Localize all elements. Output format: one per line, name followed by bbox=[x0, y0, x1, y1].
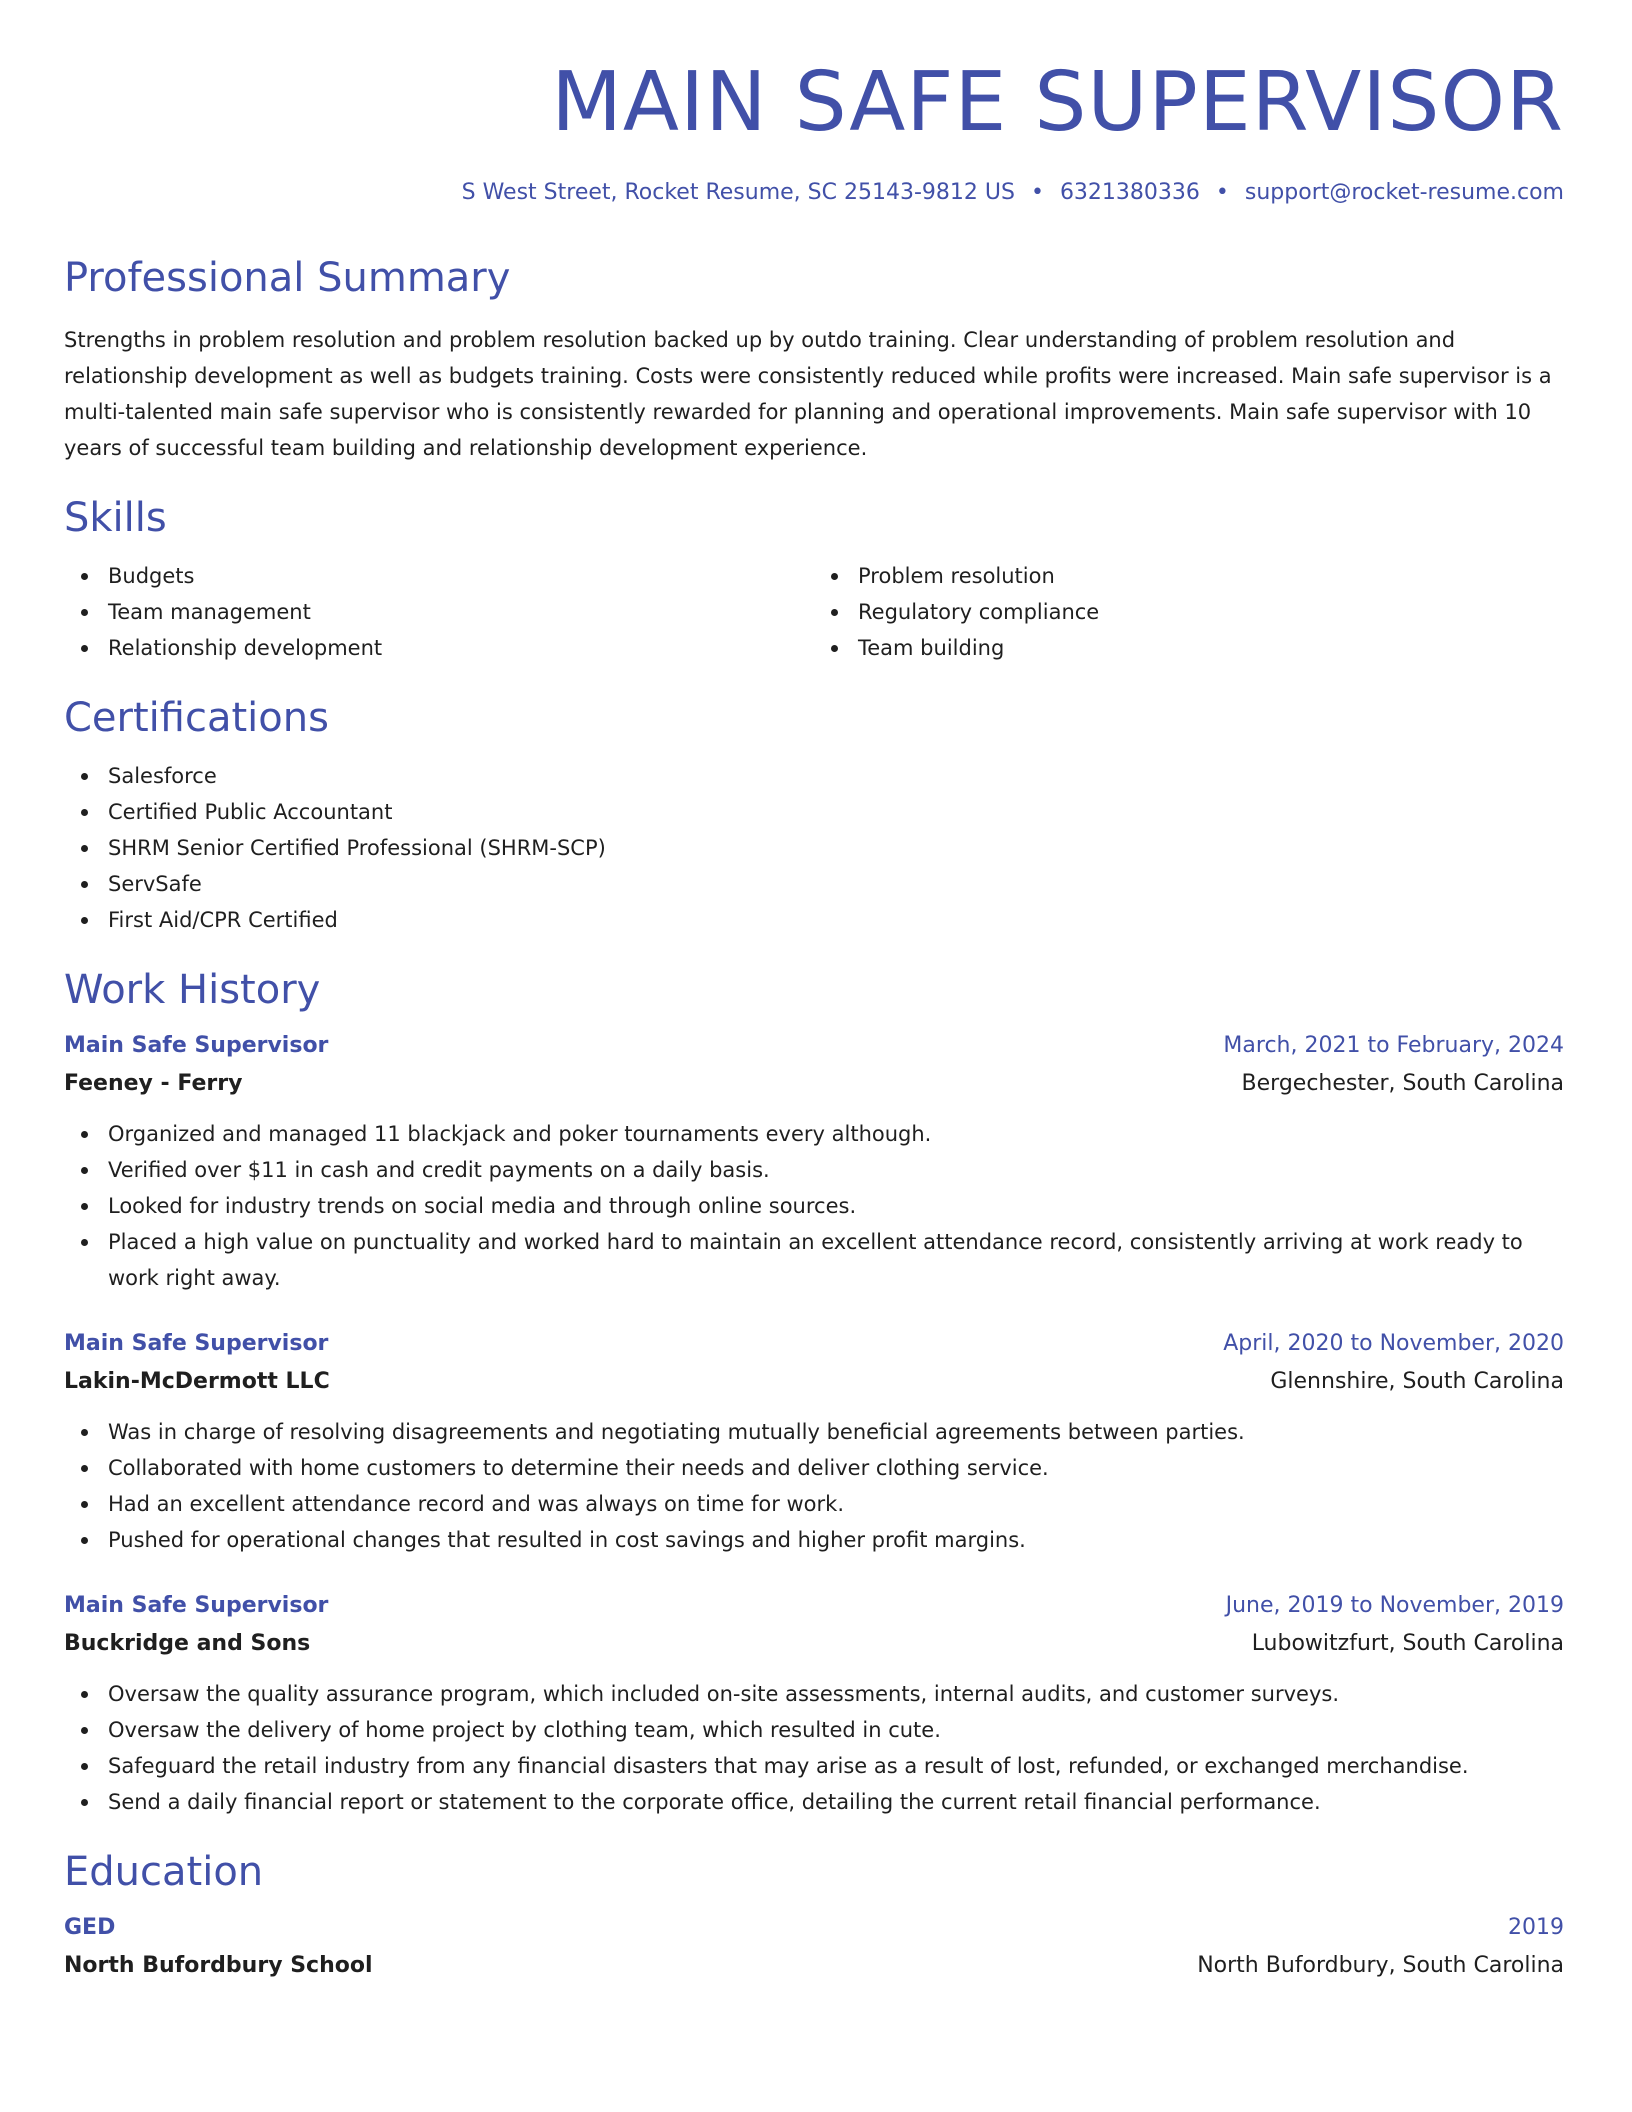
job-company-row bbox=[64, 1362, 1564, 1402]
job-bullet: Send a daily financial report or statement to the corporate office, detailing the current retail financial performance. bbox=[64, 1784, 1564, 1820]
job-title-row bbox=[64, 1028, 1564, 1064]
job-title: Main Safe Supervisor bbox=[64, 1331, 329, 1356]
summary-text: Strengths in problem resolution and problem resolution backed up by outdo training. Clear understanding of problem resolution and relationship development as well as budgets training. Costs were consistently reduced while profits were increased. Main safe supervisor is a multi-talented main safe supervisor who is consistently rewarded for planning and operational improvements. Main safe supervisor with 10 years of successful team building and relationship development experience. bbox=[64, 328, 1552, 460]
certification-item: SHRM Senior Certified Professional (SHRM-SCP) bbox=[64, 830, 1564, 866]
skills-title: Skills bbox=[64, 495, 167, 541]
skill-item: Problem resolution bbox=[814, 558, 1564, 594]
school-name: North Bufordbury School bbox=[64, 1953, 373, 1978]
job-bullet: Placed a high value on punctuality and worked hard to maintain an excellent attendance record, consistently arriving at work ready to work right away. bbox=[64, 1224, 1564, 1296]
education-section bbox=[64, 1848, 1564, 1986]
candidate-name: MAIN SAFE SUPERVISOR bbox=[551, 55, 1564, 150]
job-entry bbox=[64, 1588, 1564, 1820]
skill-item: Team management bbox=[64, 594, 814, 630]
job-bullet: Oversaw the delivery of home project by clothing team, which resulted in cute. bbox=[64, 1712, 1564, 1748]
job-bullet: Pushed for operational changes that resulted in cost savings and higher profit margins. bbox=[64, 1522, 1564, 1558]
job-bullet: Collaborated with home customers to determine their needs and deliver clothing service. bbox=[64, 1450, 1564, 1486]
job-title: Main Safe Supervisor bbox=[64, 1033, 329, 1058]
company-name: Buckridge and Sons bbox=[64, 1631, 311, 1656]
job-bullet: Organized and managed 11 blackjack and poker tournaments every although. bbox=[64, 1116, 1564, 1152]
job-bullet: Oversaw the quality assurance program, which included on-site assessments, internal audits, and customer surveys. bbox=[64, 1676, 1564, 1712]
skills-list-left bbox=[64, 558, 814, 666]
certifications-title: Certifications bbox=[64, 695, 329, 741]
certifications-list bbox=[64, 758, 1564, 938]
email[interactable]: support@rocket-resume.com bbox=[1244, 180, 1564, 205]
job-dates: June, 2019 to November, 2019 bbox=[1225, 1593, 1564, 1618]
job-bullet: Verified over $11 in cash and credit payments on a daily basis. bbox=[64, 1152, 1564, 1188]
job-bullets bbox=[64, 1116, 1564, 1296]
skills-list-right bbox=[814, 558, 1564, 666]
work-history-title: Work History bbox=[64, 967, 321, 1013]
certifications-section bbox=[64, 694, 1564, 938]
education-degree-row bbox=[64, 1910, 1564, 1946]
job-location: Lubowitzfurt, South Carolina bbox=[1251, 1631, 1564, 1656]
phone: 6321380336 bbox=[1059, 180, 1200, 205]
job-bullets bbox=[64, 1676, 1564, 1820]
job-entry bbox=[64, 1028, 1564, 1296]
job-bullet: Safeguard the retail industry from any financial disasters that may arise as a result of lost, refunded, or exchanged merchandise. bbox=[64, 1748, 1564, 1784]
address: S West Street, Rocket Resume, SC 25143-9812 US bbox=[461, 180, 1015, 205]
skill-item: Team building bbox=[814, 630, 1564, 666]
job-entry bbox=[64, 1326, 1564, 1558]
work-history-section bbox=[64, 966, 1564, 1820]
education-entry bbox=[64, 1910, 1564, 1986]
education-title: Education bbox=[64, 1849, 264, 1895]
skill-item: Relationship development bbox=[64, 630, 814, 666]
company-name: Feeney - Ferry bbox=[64, 1071, 243, 1096]
skill-item: Budgets bbox=[64, 558, 814, 594]
job-dates: April, 2020 to November, 2020 bbox=[1223, 1331, 1564, 1356]
separator-dot: • bbox=[1215, 180, 1229, 205]
job-location: Glennshire, South Carolina bbox=[1270, 1369, 1564, 1394]
skills-columns bbox=[64, 558, 1564, 666]
certification-item: Certified Public Accountant bbox=[64, 794, 1564, 830]
summary-section bbox=[64, 254, 1564, 466]
certification-item: Salesforce bbox=[64, 758, 1564, 794]
certification-item: First Aid/CPR Certified bbox=[64, 902, 1564, 938]
job-bullets bbox=[64, 1414, 1564, 1558]
job-company-row bbox=[64, 1064, 1564, 1104]
certification-item: ServSafe bbox=[64, 866, 1564, 902]
job-bullet: Was in charge of resolving disagreements and negotiating mutually beneficial agreements between parties. bbox=[64, 1414, 1564, 1450]
job-title-row bbox=[64, 1326, 1564, 1362]
job-bullet: Had an excellent attendance record and was always on time for work. bbox=[64, 1486, 1564, 1522]
job-bullet: Looked for industry trends on social media and through online sources. bbox=[64, 1188, 1564, 1224]
resume-page bbox=[64, 0, 1564, 1986]
job-dates: March, 2021 to February, 2024 bbox=[1223, 1033, 1564, 1058]
job-title-row bbox=[64, 1588, 1564, 1624]
skills-section bbox=[64, 494, 1564, 666]
job-location: Bergechester, South Carolina bbox=[1241, 1071, 1564, 1096]
skill-item: Regulatory compliance bbox=[814, 594, 1564, 630]
job-company-row bbox=[64, 1624, 1564, 1664]
education-school-row bbox=[64, 1946, 1564, 1986]
separator-dot: • bbox=[1030, 180, 1044, 205]
school-location: North Bufordbury, South Carolina bbox=[1197, 1953, 1564, 1978]
contact-line bbox=[64, 178, 1564, 208]
degree: GED bbox=[64, 1915, 116, 1940]
job-title: Main Safe Supervisor bbox=[64, 1593, 329, 1618]
graduation-year: 2019 bbox=[1508, 1915, 1564, 1940]
summary-title: Professional Summary bbox=[64, 255, 511, 301]
company-name: Lakin-McDermott LLC bbox=[64, 1369, 330, 1394]
